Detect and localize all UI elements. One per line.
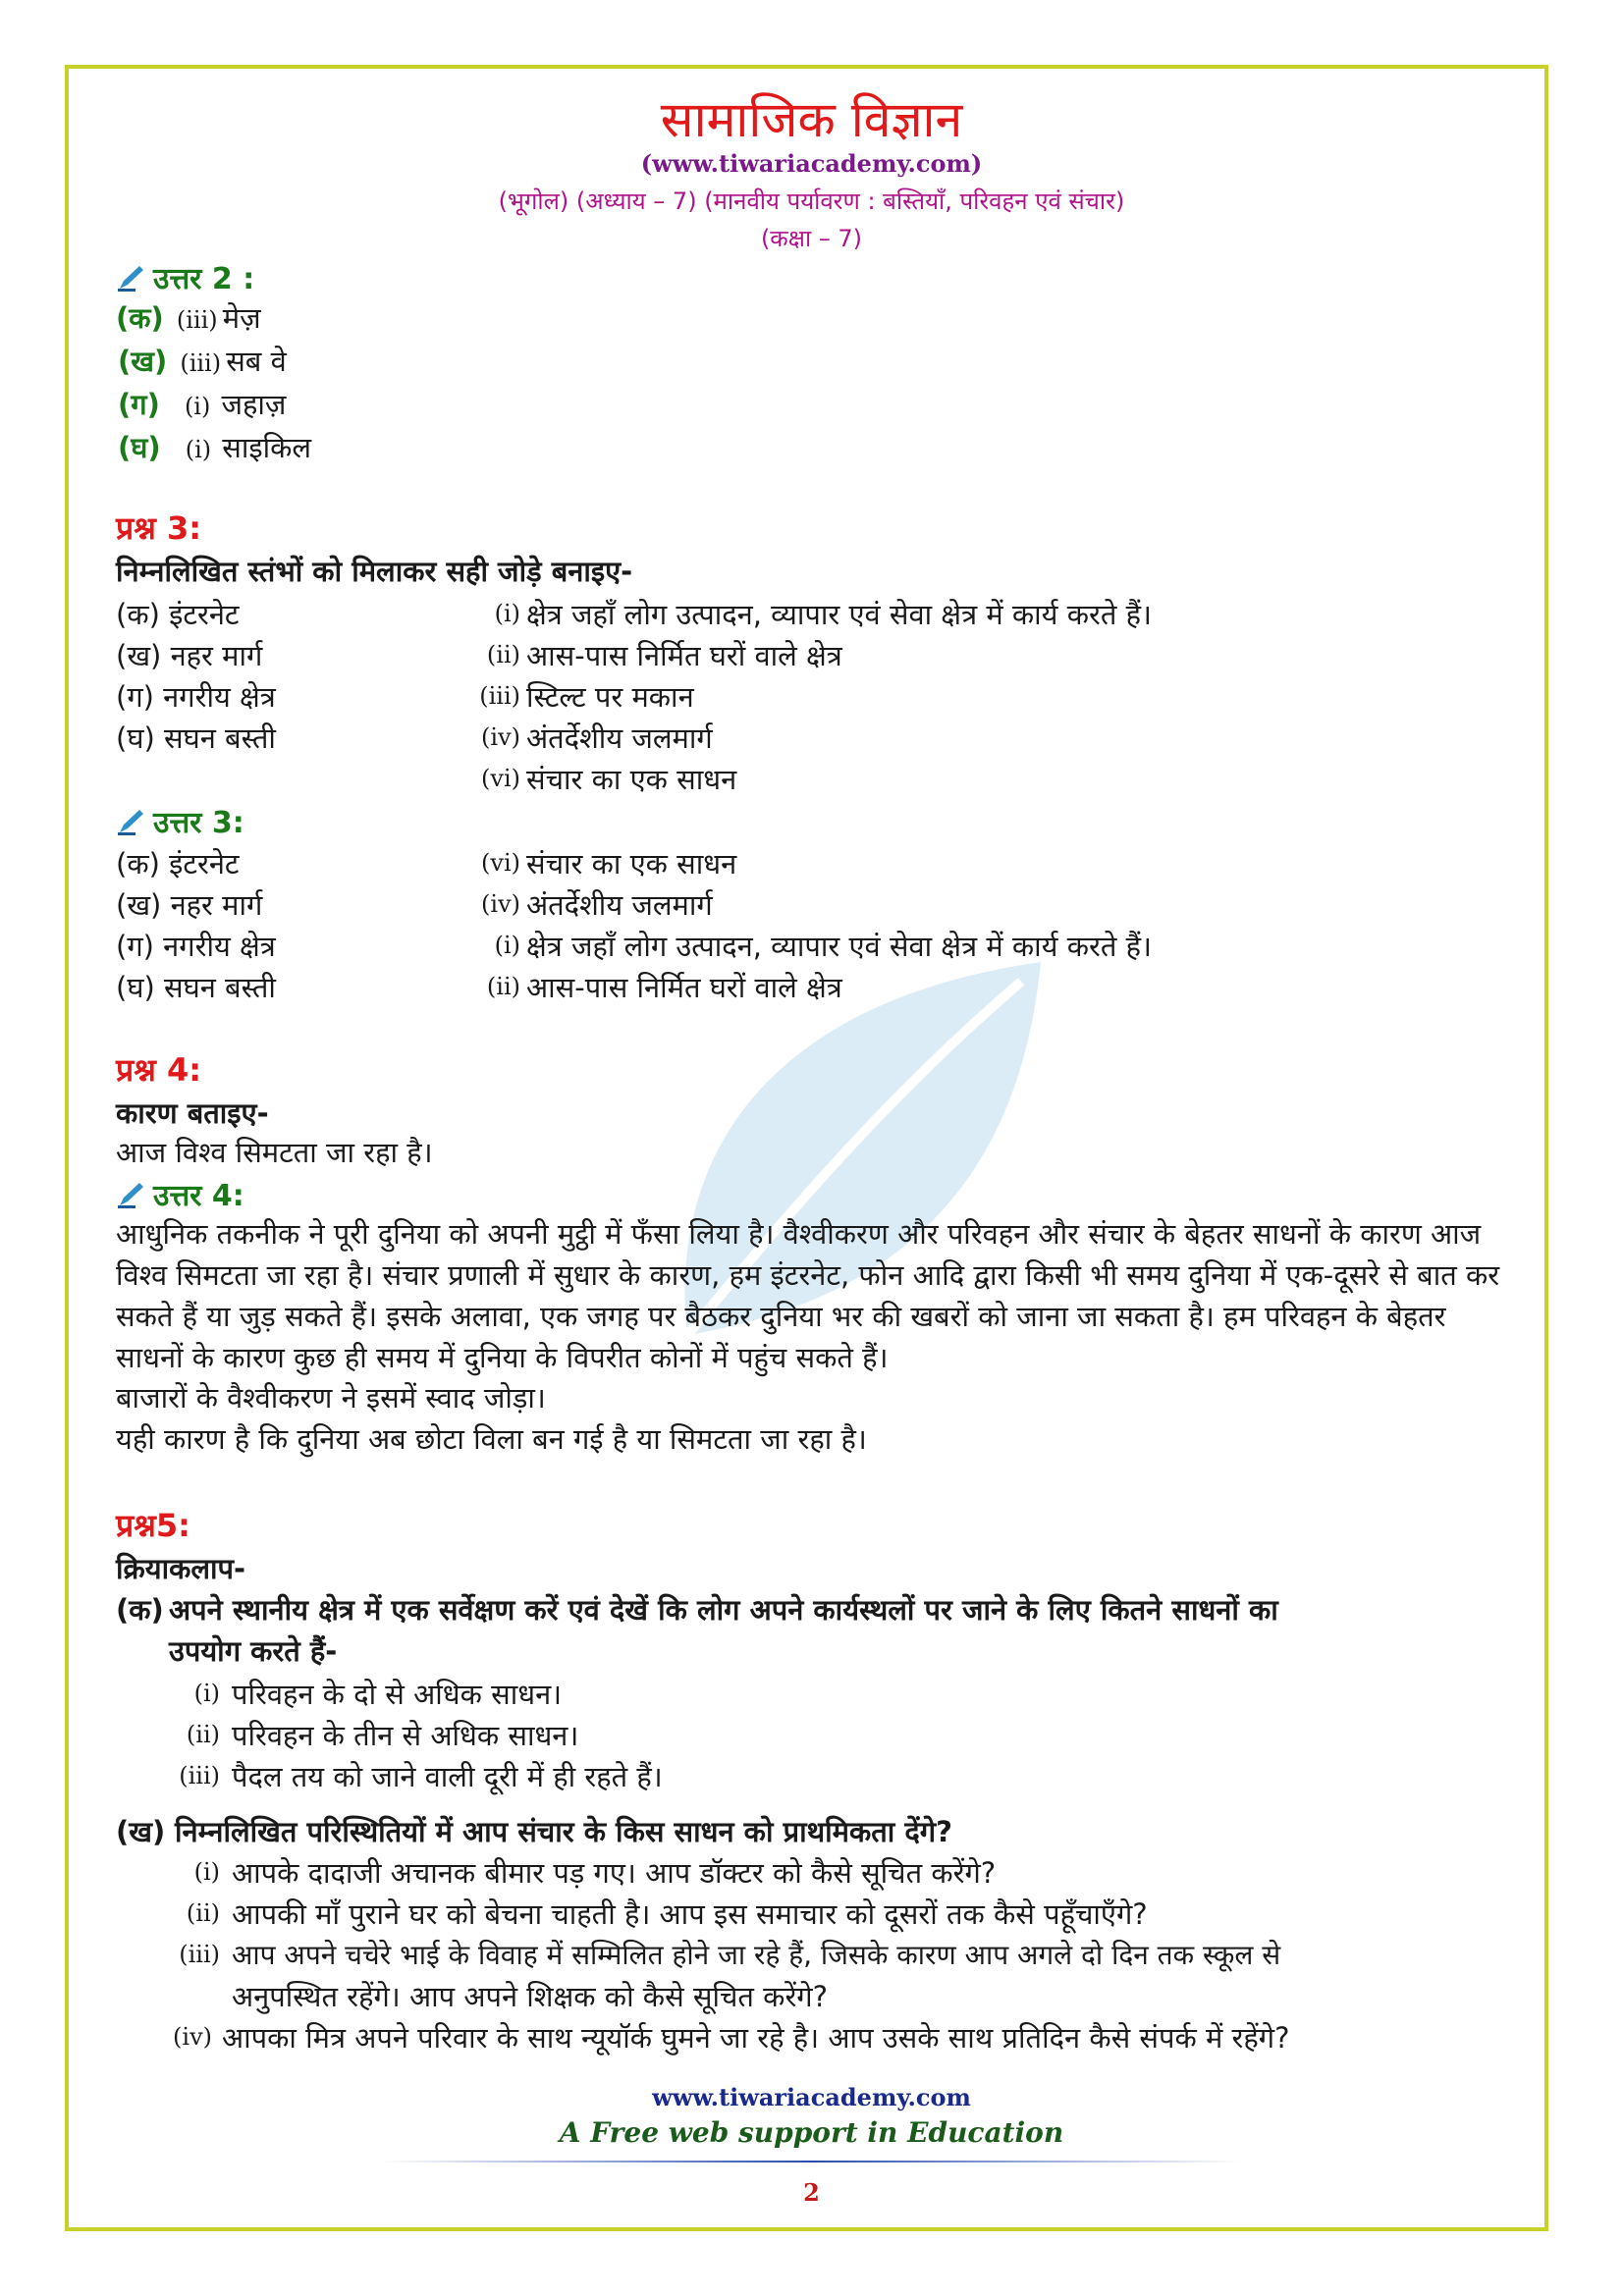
match-right-item: क्षेत्र जहाँ लोग उत्पादन, व्यापार एवं सेवा क्षेत्र में कार्य करते हैं। — [526, 598, 1152, 631]
match-right-item: आस-पास निर्मित घरों वाले क्षेत्र — [526, 639, 842, 672]
list-item-roman: (iv) — [173, 2023, 212, 2051]
chapter-info: (भूगोल) (अध्याय – 7) (मानवीय पर्यावरण : बस्तियाँ, परिवहन एवं संचार) — [498, 187, 1125, 215]
grade-info: (कक्षा – 7) — [760, 225, 863, 252]
match-left-item: (ग) नगरीय क्षेत्र — [116, 930, 276, 963]
list-item: परिवहन के तीन से अधिक साधन। — [232, 1719, 579, 1752]
answer-4-line: यही कारण है कि दुनिया अब छोटा विला बन गई है या सिमटता जा रहा है। — [116, 1422, 867, 1456]
match-roman: (i) — [494, 600, 520, 627]
answer-4-heading: उत्तर 4: — [116, 1174, 244, 1214]
match-roman: (vi) — [481, 765, 520, 792]
page-title: सामाजिक विज्ञान — [660, 91, 963, 148]
match-right-item: संचार का एक साधन — [526, 847, 737, 881]
part-b-text: निम्नलिखित परिस्थितियों में आप संचार के किस साधन को प्राथमिकता देंगे? — [175, 1815, 952, 1848]
footer-divider — [383, 2161, 1240, 2163]
question-4-statement: आज विश्व सिमटता जा रहा है। — [116, 1136, 433, 1169]
part-a-label: (क) — [116, 1593, 164, 1627]
question-3-instruction: निम्नलिखित स्तंभों को मिलाकर सही जोड़े बनाइए- — [116, 555, 633, 588]
answer-4-line: बाजारों के वैश्वीकरण ने इसमें स्वाद जोड़ा। — [116, 1381, 546, 1415]
list-item: पैदल तय को जाने वाली दूरी में ही रहते हैं। — [232, 1760, 663, 1793]
list-item-roman: (i) — [193, 1858, 220, 1886]
list-item: (क) (iii) मेज़ — [116, 301, 261, 335]
list-item: (ख) (iii) सब वे — [118, 345, 287, 378]
match-roman: (iv) — [481, 723, 520, 751]
list-item-roman: (ii) — [186, 1721, 220, 1748]
match-right-item: संचार का एक साधन — [526, 763, 737, 796]
answer-4-paragraph: आधुनिक तकनीक ने पूरी दुनिया को अपनी मुट्ठी में फँसा लिया है। वैश्वीकरण और परिवहन और संचार के बेहतर साधनों के कारण आज विश्व सिमटता जा रहा है। संचार प्रणाली में सुधार के कारण, हम इंटरनेट, फोन आदि द्वारा किसी भी समय दुनिया में एक-दूसरे से बात कर सकते हैं या जुड़ सकते हैं। इसके अलावा, एक जगह पर बैठकर दुनिया भर की खबरों को जाना जा सकता है। हम परिवहन के बेहतर साधनों के कारण कुछ ही समय में दुनिया के विपरीत कोनों में पहुंच सकते हैं। — [116, 1217, 1500, 1374]
list-item-roman: (i) — [193, 1680, 220, 1707]
match-left-item: (ख) नहर मार्ग — [116, 639, 263, 672]
part-a-text: अपने स्थानीय क्षेत्र में एक सर्वेक्षण करें एवं देखें कि लोग अपने कार्यस्थलों पर जाने के लिए कितने साधनों का — [169, 1593, 1278, 1627]
list-item-roman: (iii) — [179, 1941, 220, 1968]
question-5-instruction: क्रियाकलाप- — [116, 1552, 246, 1585]
question-4-heading: प्रश्न 4: — [116, 1051, 202, 1089]
pen-icon — [116, 1180, 145, 1209]
list-item: आपके दादाजी अचानक बीमार पड़ गए। आप डॉक्टर को कैसे सूचित करेंगे? — [232, 1856, 997, 1890]
page-number: 2 — [803, 2178, 820, 2207]
match-roman: (iv) — [481, 890, 520, 918]
match-roman: (i) — [494, 932, 520, 959]
list-item-roman: (ii) — [186, 1899, 220, 1927]
match-roman: (iii) — [479, 682, 520, 710]
match-left-item: (ख) नहर मार्ग — [116, 888, 263, 922]
match-roman: (vi) — [481, 849, 520, 877]
question-5-heading: प्रश्न5: — [116, 1507, 190, 1544]
pen-icon — [116, 263, 145, 293]
match-left-item: (ग) नगरीय क्षेत्र — [116, 680, 276, 714]
answer-3-heading: उत्तर 3: — [116, 801, 244, 841]
match-right-item: क्षेत्र जहाँ लोग उत्पादन, व्यापार एवं सेवा क्षेत्र में कार्य करते हैं। — [526, 930, 1152, 963]
match-left-item: (घ) सघन बस्ती — [116, 971, 276, 1004]
match-right-item: आस-पास निर्मित घरों वाले क्षेत्र — [526, 971, 842, 1004]
list-item: आपका मित्र अपने परिवार के साथ न्यूयॉर्क घुमने जा रहे है। आप उसके साथ प्रतिदिन कैसे संपर्क में रहेंगे? — [222, 2021, 1290, 2055]
match-roman: (ii) — [486, 973, 520, 1000]
footer-website: www.tiwariacademy.com — [652, 2083, 971, 2111]
header-website: (www.tiwariacademy.com) — [640, 149, 983, 178]
answer-2-heading: उत्तर 2 : — [116, 257, 254, 297]
question-4-instruction: कारण बताइए- — [116, 1096, 269, 1130]
match-right-item: स्टिल्ट पर मकान — [526, 680, 694, 714]
pen-icon — [116, 807, 145, 836]
match-left-item: (घ) सघन बस्ती — [116, 721, 276, 755]
list-item: (ग) (i) जहाज़ — [118, 388, 287, 421]
match-roman: (ii) — [486, 641, 520, 668]
match-right-item: अंतर्देशीय जलमार्ग — [526, 888, 713, 922]
part-a-text: उपयोग करते हैं- — [169, 1634, 338, 1668]
part-b-label: (ख) — [116, 1815, 166, 1848]
match-left-item: (क) इंटरनेट — [116, 598, 240, 631]
question-3-heading: प्रश्न 3: — [116, 509, 202, 547]
list-item: आपकी माँ पुराने घर को बेचना चाहती है। आप इस समाचार को दूसरों तक कैसे पहूँचाएँगे? — [232, 1897, 1148, 1931]
list-item-roman: (iii) — [179, 1762, 220, 1789]
match-left-item: (क) इंटरनेट — [116, 847, 240, 881]
list-item: परिवहन के दो से अधिक साधन। — [232, 1678, 563, 1711]
list-item: अनुपस्थित रहेंगे। आप अपने शिक्षक को कैसे सूचित करेंगे? — [232, 1980, 829, 2013]
list-item: (घ) (i) साइकिल — [118, 431, 312, 464]
footer-tagline: A Free web support in Education — [559, 2116, 1064, 2149]
list-item: आप अपने चचेरे भाई के विवाह में सम्मिलित होने जा रहे हैं, जिसके कारण आप अगले दो दिन तक स्कूल से — [232, 1939, 1281, 1971]
match-right-item: अंतर्देशीय जलमार्ग — [526, 721, 713, 755]
